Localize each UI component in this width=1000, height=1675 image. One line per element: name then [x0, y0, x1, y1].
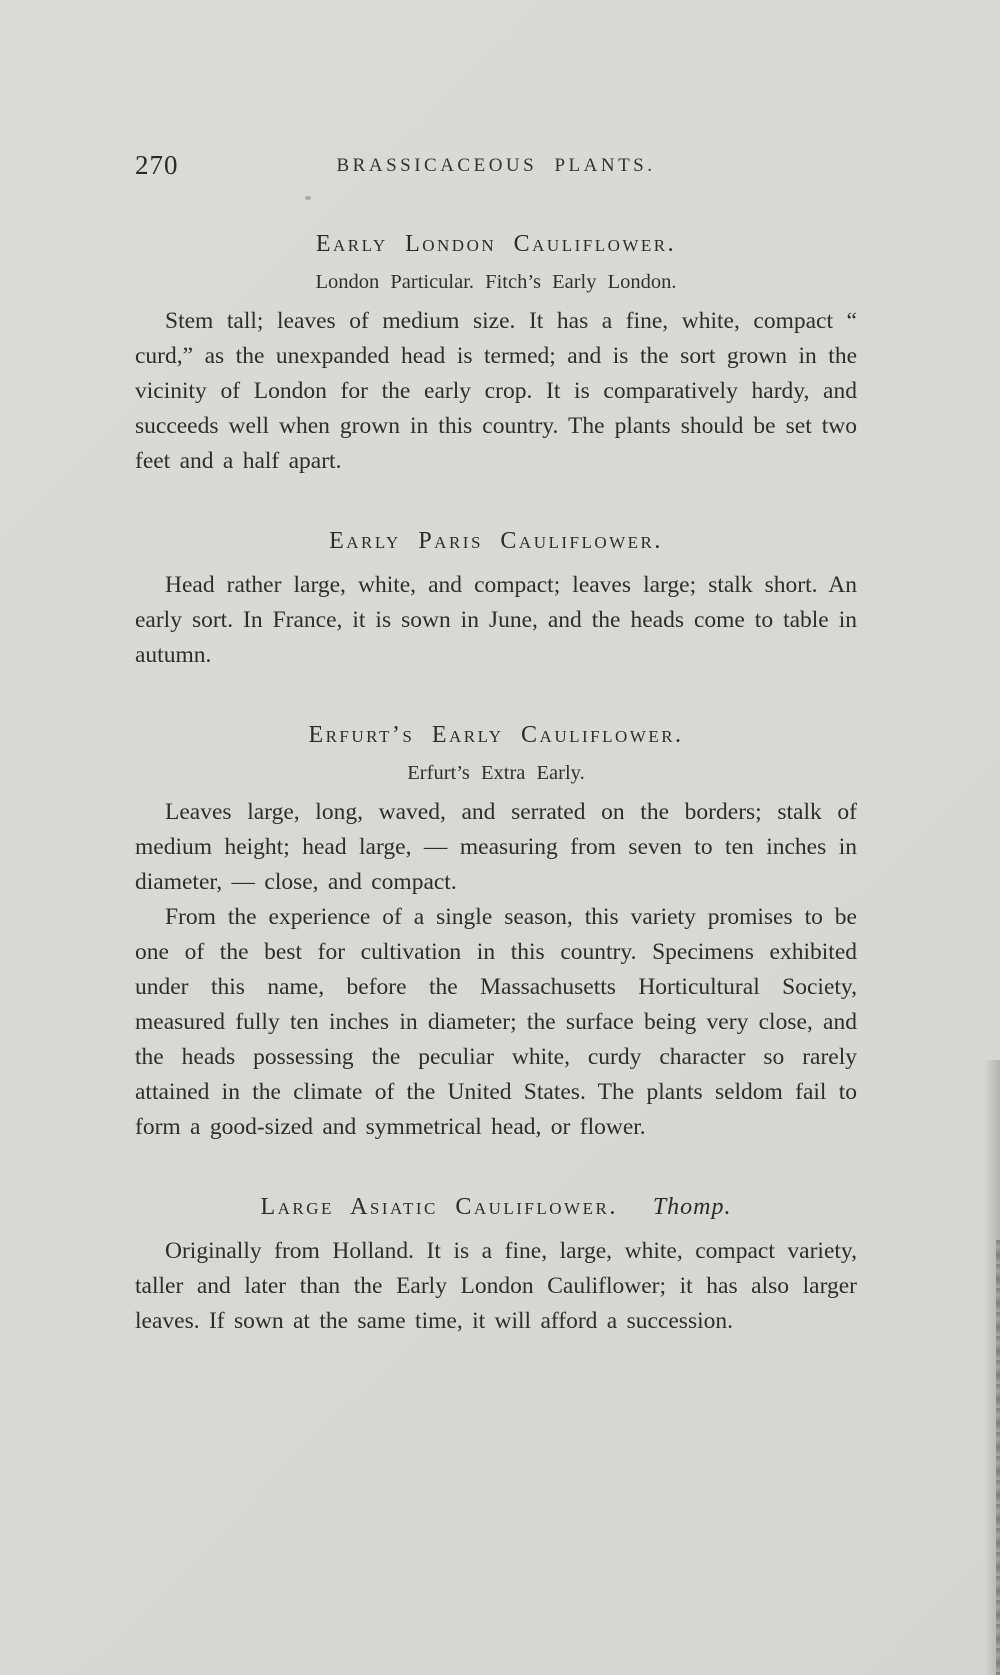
section-large-asiatic-cauliflower: [135, 1194, 857, 1339]
section-heading-text: Large Asiatic Cauliflower.: [260, 1194, 618, 1220]
paragraph: Head rather large, white, and compact; leaves large; stalk short. An early sort. In France, it is sown in June, and the heads come to table in autumn.: [135, 572, 857, 668]
section-heading: [135, 722, 857, 749]
section-synonyms: London Particular. Fitch’s Early London.: [315, 271, 677, 293]
section-heading-text: Erfurt’s Early Cauliflower.: [308, 722, 684, 748]
text-column: [135, 150, 857, 1339]
section-authority: Thomp.: [652, 1194, 732, 1220]
paragraph: Leaves large, long, waved, and serrated on the borders; stalk of medium height; head large, — measuring from seven to ten inches in diameter, — close, and compact.: [135, 799, 857, 895]
section-synonyms: Erfurt’s Extra Early.: [407, 762, 585, 784]
section-heading-text: Early London Cauliflower.: [315, 231, 677, 257]
page-header: [135, 150, 857, 182]
scan-edge-artifact: [996, 1240, 1000, 1675]
scan-shadow: [984, 1060, 1000, 1675]
section-heading-text: Early Paris Cauliflower.: [329, 528, 663, 554]
section-heading: [135, 231, 857, 258]
section-erfurts-early-cauliflower: [135, 722, 857, 1145]
section-heading: [135, 528, 857, 555]
paragraph: Stem tall; leaves of medium size. It has a fine, white, compact “ curd,” as the unexpanded head is termed; and is the sort grown in the vicinity of London for the early crop. It is comparatively hardy, and succeeds well when grown in this country. The plants should be set two feet and a half apart.: [135, 308, 857, 474]
section-early-paris-cauliflower: [135, 528, 857, 673]
paragraph: Originally from Holland. It is a fine, large, white, compact variety, taller and later than the Early London Cauliflower; it has also larger leaves. If sown at the same time, it will afford a succession.: [135, 1238, 857, 1334]
paragraph: From the experience of a single season, this variety promises to be one of the best for cultivation in this country. Specimens exhibited under this name, before the Massachusetts Horticultural Society, measured fully ten inches in diameter; the surface being very close, and the heads possessing the peculiar white, curdy character so rarely attained in the climate of the United States. The plants seldom fail to form a good-sized and symmetrical head, or flower.: [135, 904, 857, 1140]
section-heading: [135, 1194, 857, 1221]
page-number: 270: [135, 150, 179, 180]
running-head: BRASSICACEOUS PLANTS.: [336, 155, 656, 176]
section-early-london-cauliflower: [135, 231, 857, 479]
